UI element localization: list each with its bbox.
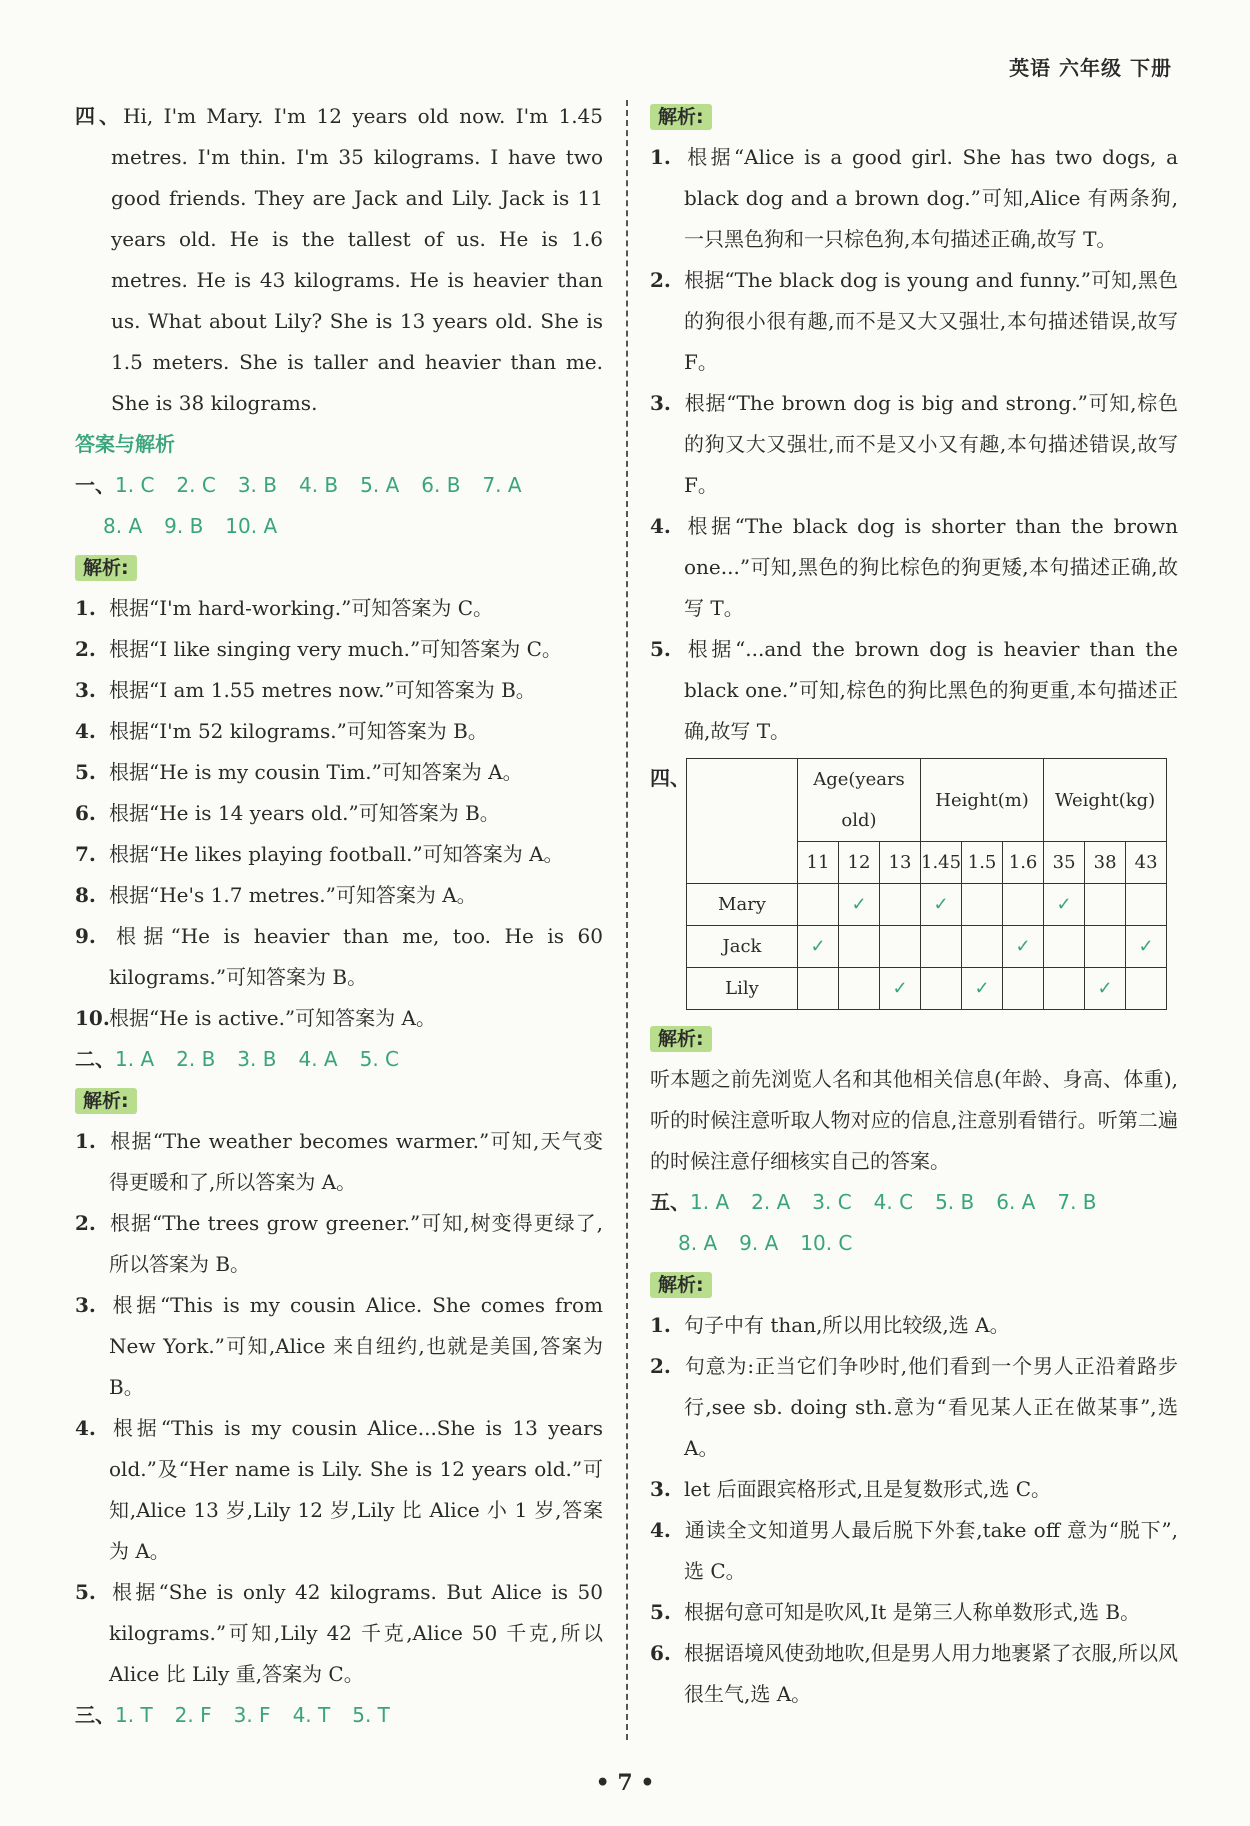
answer-key: 10. A	[225, 514, 278, 538]
item-number: 2.	[650, 268, 671, 292]
analysis-item	[75, 875, 603, 916]
table-sub-header: 1.5	[962, 842, 1003, 884]
check-icon: ✓	[1085, 968, 1126, 1010]
sec2-answers	[75, 1039, 603, 1080]
item-text: 根据“He likes playing football.”可知答案为 A。	[109, 842, 564, 866]
analysis-item	[650, 383, 1178, 506]
empty-cell	[880, 926, 921, 968]
item-number: 3.	[650, 391, 671, 415]
check-icon: ✓	[1003, 926, 1044, 968]
analysis-label: 解析:	[650, 1272, 712, 1298]
empty-cell	[962, 884, 1003, 926]
analysis-item	[75, 1572, 603, 1695]
empty-cell	[1044, 926, 1085, 968]
empty-cell	[921, 968, 962, 1010]
item-number: 10.	[75, 1006, 110, 1030]
item-text: 根据“This is my cousin Alice...She is 13 years old.”及“Her name is Lily. She is 12 years old.”可知,Alice 13 岁,Lily 12 岁,Lily 比 Alice 小 1 岁,答案为 A。	[109, 1416, 603, 1563]
item-text: 根据“The black dog is young and funny.”可知,黑色的狗很小很有趣,而不是又大又强壮,本句描述错误,故写 F。	[684, 268, 1178, 374]
table-sub-header: 43	[1126, 842, 1167, 884]
sec4-analysis: 听本题之前先浏览人名和其他相关信息(年龄、身高、体重),听的时候注意听取人物对应的信息,注意别看错行。听第二遍的时候注意仔细核实自己的答案。	[650, 1067, 1178, 1173]
item-number: 4.	[75, 1416, 96, 1440]
item-number: 2.	[75, 1211, 96, 1235]
item-number: 2.	[650, 1354, 671, 1378]
analysis-item	[650, 1510, 1178, 1592]
section-lead: 一、	[75, 473, 115, 497]
answer-key: 7. B	[1057, 1190, 1097, 1214]
answer-key: 5. C	[359, 1047, 399, 1071]
table-corner	[687, 759, 798, 884]
analysis-item	[75, 752, 603, 793]
analysis-item	[75, 711, 603, 752]
empty-cell	[1085, 884, 1126, 926]
check-icon: ✓	[962, 968, 1003, 1010]
sec5-items	[650, 1305, 1178, 1715]
table-sub-header: 13	[880, 842, 921, 884]
table-row	[687, 968, 1167, 1010]
empty-cell	[1003, 968, 1044, 1010]
table-sub-header: 12	[839, 842, 880, 884]
answer-key: 3. B	[237, 473, 277, 497]
item-text: 根据“He's 1.7 metres.”可知答案为 A。	[109, 883, 477, 907]
empty-cell	[839, 926, 880, 968]
sec3-items	[650, 137, 1178, 752]
answer-key: 8. A	[103, 514, 143, 538]
empty-cell	[921, 926, 962, 968]
analysis-item	[75, 588, 603, 629]
section-lead: 二、	[75, 1047, 115, 1071]
check-icon: ✓	[798, 926, 839, 968]
analysis-item	[650, 629, 1178, 752]
analysis-label: 解析:	[75, 1088, 137, 1114]
check-icon: ✓	[921, 884, 962, 926]
answer-key: 6. B	[421, 473, 461, 497]
item-text: 句子中有 than,所以用比较级,选 A。	[684, 1313, 1010, 1337]
item-number: 3.	[75, 1293, 96, 1317]
item-number: 4.	[650, 514, 671, 538]
item-text: 根据“The black dog is shorter than the brown one...”可知,黑色的狗比棕色的狗更矮,本句描述正确,故写 T。	[684, 514, 1178, 620]
analysis-item	[650, 1305, 1178, 1346]
check-icon: ✓	[1126, 926, 1167, 968]
item-number: 5.	[650, 1600, 671, 1624]
analysis-item	[650, 1346, 1178, 1469]
sec5-answers	[650, 1182, 1178, 1264]
empty-cell	[798, 968, 839, 1010]
item-text: 通读全文知道男人最后脱下外套,take off 意为“脱下”,选 C。	[684, 1518, 1178, 1583]
table-group-header: Age(years old)	[798, 759, 921, 842]
item-text: 根据“I like singing very much.”可知答案为 C。	[109, 637, 562, 661]
item-text: 根据“I'm hard-working.”可知答案为 C。	[109, 596, 494, 620]
empty-cell	[839, 968, 880, 1010]
item-text: 根据“He is active.”可知答案为 A。	[109, 1006, 436, 1030]
empty-cell	[798, 884, 839, 926]
item-text: 根据“He is heavier than me, too. He is 60 kilograms.”可知答案为 B。	[109, 924, 603, 989]
item-number: 8.	[75, 883, 96, 907]
analysis-item	[75, 1285, 603, 1408]
answer-key: 5. T	[352, 1703, 390, 1727]
item-number: 9.	[75, 924, 96, 948]
table-group-header: Height(m)	[921, 759, 1044, 842]
check-icon: ✓	[1044, 884, 1085, 926]
page-header: 英语 六年级 下册	[1009, 56, 1172, 80]
item-number: 3.	[75, 678, 96, 702]
analysis-item	[75, 834, 603, 875]
table-sub-header: 1.6	[1003, 842, 1044, 884]
item-text: 根据“...and the brown dog is heavier than the black one.”可知,棕色的狗比黑色的狗更重,本句描述正确,故写 T。	[684, 637, 1178, 743]
answer-key: 2. C	[176, 473, 216, 497]
item-number: 5.	[75, 760, 96, 784]
section-lead: 四、	[75, 104, 124, 128]
answer-key: 4. C	[873, 1190, 914, 1214]
item-number: 6.	[650, 1641, 671, 1665]
analysis-item	[75, 1203, 603, 1285]
analysis-item	[650, 260, 1178, 383]
empty-cell	[1003, 884, 1044, 926]
item-number: 1.	[650, 145, 671, 169]
sec1-answers	[75, 465, 603, 547]
column-divider	[626, 100, 628, 1740]
page-number: • 7 •	[595, 1770, 655, 1796]
answer-key: 9. A	[739, 1231, 779, 1255]
table-group-header: Weight(kg)	[1044, 759, 1167, 842]
empty-cell	[1126, 884, 1167, 926]
info-table	[686, 758, 1167, 1010]
table-row	[687, 926, 1167, 968]
row-name: Lily	[687, 968, 798, 1010]
analysis-label: 解析:	[650, 104, 712, 130]
sec2-items	[75, 1121, 603, 1695]
row-name: Mary	[687, 884, 798, 926]
analysis-item	[75, 998, 603, 1039]
item-number: 3.	[650, 1477, 671, 1501]
section-lead: 四、	[650, 766, 690, 790]
section-lead: 三、	[75, 1703, 115, 1727]
answers-title: 答案与解析	[75, 432, 175, 456]
item-text: 句意为:正当它们争吵时,他们看到一个男人正沿着路步行,see sb. doing sth.意为“看见某人正在做某事”,选 A。	[684, 1354, 1178, 1460]
item-number: 2.	[75, 637, 96, 661]
item-text: 根据“The weather becomes warmer.”可知,天气变得更暖和了,所以答案为 A。	[109, 1129, 603, 1194]
answer-key: 4. T	[292, 1703, 331, 1727]
empty-cell	[1085, 926, 1126, 968]
item-text: 根据“He is my cousin Tim.”可知答案为 A。	[109, 760, 523, 784]
empty-cell	[880, 884, 921, 926]
item-number: 1.	[75, 596, 96, 620]
answer-key: 4. A	[298, 1047, 338, 1071]
passage-text: Hi, I'm Mary. I'm 12 years old now. I'm 1.45 metres. I'm thin. I'm 35 kilograms. I have two good friends. They are Jack and Lily. Jack is 11 years old. He is the tallest of us. He is 1.6 metres. He is 43 kilograms. He is heavier than us. What about Lily? She is 13 years old. She is 1.5 meters. She is taller and heavier than me. She is 38 kilograms.	[111, 104, 604, 415]
answer-key: 2. F	[174, 1703, 212, 1727]
answer-key: 2. A	[751, 1190, 791, 1214]
sec3-answers	[75, 1695, 603, 1736]
answer-key: 2. B	[176, 1047, 216, 1071]
answer-key: 3. B	[237, 1047, 277, 1071]
item-number: 4.	[75, 719, 96, 743]
check-icon: ✓	[839, 884, 880, 926]
section-lead: 五、	[650, 1190, 690, 1214]
answer-key: 10. C	[800, 1231, 853, 1255]
item-text: 根据“She is only 42 kilograms. But Alice is 50 kilograms.”可知,Lily 42 千克,Alice 50 千克,所以 Alice 比 Lily 重,答案为 C。	[109, 1580, 603, 1686]
answer-key: 1. A	[115, 1047, 155, 1071]
item-number: 5.	[75, 1580, 96, 1604]
item-number: 4.	[650, 1518, 671, 1542]
answer-key: 3. F	[233, 1703, 271, 1727]
analysis-item	[75, 629, 603, 670]
answer-key: 1. T	[115, 1703, 153, 1727]
item-text: 根据语境风使劲地吹,但是男人用力地裹紧了衣服,所以风很生气,选 A。	[684, 1641, 1178, 1706]
analysis-item	[75, 793, 603, 834]
item-number: 5.	[650, 637, 671, 661]
check-icon: ✓	[880, 968, 921, 1010]
empty-cell	[1126, 968, 1167, 1010]
table-sub-header: 35	[1044, 842, 1085, 884]
table-sub-header: 38	[1085, 842, 1126, 884]
item-text: 根据句意可知是吹风,It 是第三人称单数形式,选 B。	[684, 1600, 1141, 1624]
table-sub-header: 11	[798, 842, 839, 884]
answer-key: 5. B	[935, 1190, 975, 1214]
answer-key: 9. B	[164, 514, 204, 538]
answer-key: 6. A	[996, 1190, 1036, 1214]
analysis-item	[650, 1469, 1178, 1510]
table-sub-header: 1.45	[921, 842, 962, 884]
sec1-items	[75, 588, 603, 1039]
analysis-label: 解析:	[650, 1026, 712, 1052]
item-number: 7.	[75, 842, 96, 866]
answer-key: 8. A	[678, 1231, 718, 1255]
item-text: 根据“This is my cousin Alice. She comes from New York.”可知,Alice 来自纽约,也就是美国,答案为 B。	[109, 1293, 603, 1399]
item-number: 6.	[75, 801, 96, 825]
analysis-item	[650, 137, 1178, 260]
item-text: 根据“He is 14 years old.”可知答案为 B。	[109, 801, 500, 825]
answer-key: 1. C	[115, 473, 155, 497]
left-column	[75, 96, 603, 1736]
analysis-item	[75, 1408, 603, 1572]
passage	[75, 96, 603, 424]
item-text: let 后面跟宾格形式,且是复数形式,选 C。	[684, 1477, 1052, 1501]
item-text: 根据“The trees grow greener.”可知,树变得更绿了,所以答案为 B。	[109, 1211, 603, 1276]
right-column	[650, 96, 1178, 1715]
sec4-block	[650, 758, 1178, 1010]
answer-key: 5. A	[360, 473, 400, 497]
empty-cell	[1044, 968, 1085, 1010]
item-number: 1.	[75, 1129, 96, 1153]
item-text: 根据“Alice is a good girl. She has two dogs, a black dog and a brown dog.”可知,Alice 有两条狗,一只黑色狗和一只棕色狗,本句描述正确,故写 T。	[684, 145, 1178, 251]
answer-key: 4. B	[298, 473, 339, 497]
analysis-item	[75, 1121, 603, 1203]
answer-key: 7. A	[482, 473, 522, 497]
row-name: Jack	[687, 926, 798, 968]
analysis-label: 解析:	[75, 555, 137, 581]
analysis-item	[75, 670, 603, 711]
answer-key: 3. C	[812, 1190, 852, 1214]
analysis-item	[650, 1592, 1178, 1633]
item-text: 根据“I'm 52 kilograms.”可知答案为 B。	[109, 719, 488, 743]
item-number: 1.	[650, 1313, 671, 1337]
item-text: 根据“I am 1.55 metres now.”可知答案为 B。	[109, 678, 536, 702]
table-row	[687, 884, 1167, 926]
empty-cell	[962, 926, 1003, 968]
analysis-item	[75, 916, 603, 998]
analysis-item	[650, 1633, 1178, 1715]
item-text: 根据“The brown dog is big and strong.”可知,棕色的狗又大又强壮,而不是又小又有趣,本句描述错误,故写 F。	[684, 391, 1178, 497]
analysis-item	[650, 506, 1178, 629]
answer-key: 1. A	[690, 1190, 730, 1214]
